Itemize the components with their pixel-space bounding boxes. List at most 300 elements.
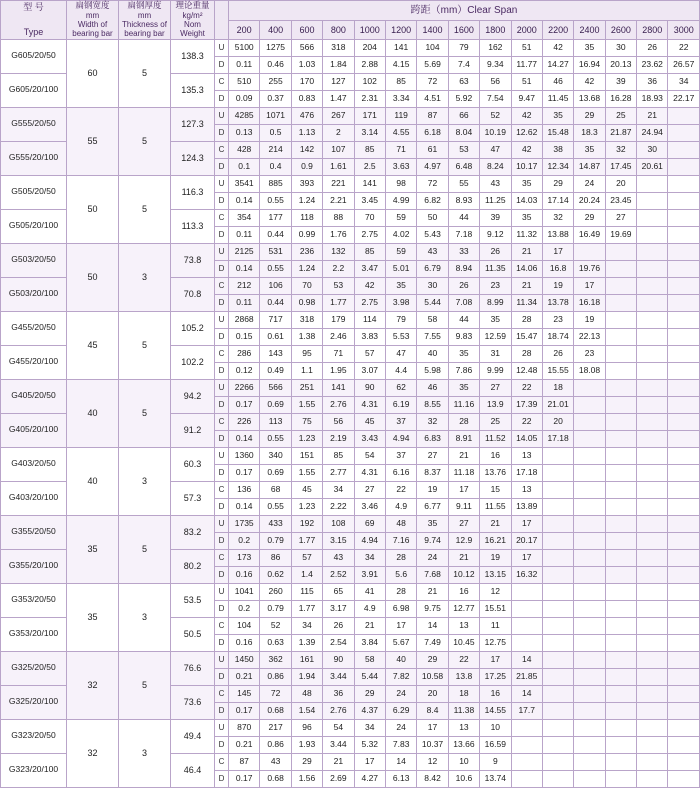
cell-bar-width: 40 — [67, 447, 119, 515]
cell-value: 20.61 — [637, 158, 668, 175]
cell-value — [542, 651, 573, 668]
cell-value: 0.69 — [260, 396, 291, 413]
table-row — [1, 583, 700, 600]
cell-value: 2.5 — [354, 158, 385, 175]
cell-model: G403/20/50 — [1, 447, 67, 481]
cell-bar-width: 60 — [67, 39, 119, 107]
cell-value: 102 — [354, 73, 385, 90]
cell-value — [605, 600, 636, 617]
cell-model: G353/20/50 — [1, 583, 67, 617]
cell-value: 251 — [291, 379, 322, 396]
cell-value: 42 — [574, 73, 605, 90]
cell-value: 15.48 — [542, 124, 573, 141]
cell-value: 9 — [480, 753, 511, 770]
cell-value: 23.45 — [605, 192, 636, 209]
cell-value: 23 — [480, 277, 511, 294]
cell-value: 104 — [229, 617, 260, 634]
cell-value: 22 — [511, 413, 542, 430]
cell-load-code: D — [215, 702, 229, 719]
cell-value: 1.24 — [291, 260, 322, 277]
cell-value: 31 — [480, 345, 511, 362]
cell-value — [605, 753, 636, 770]
cell-value: 4.9 — [354, 600, 385, 617]
cell-value: 3.17 — [323, 600, 354, 617]
cell-value — [574, 736, 605, 753]
cell-value: 2.75 — [354, 226, 385, 243]
cell-load-code: D — [215, 668, 229, 685]
cell-value: 24 — [385, 719, 416, 736]
cell-value: 7.55 — [417, 328, 448, 345]
cell-nom-weight: 73.6 — [171, 685, 215, 719]
cell-value: 16.32 — [511, 566, 542, 583]
cell-value — [668, 583, 700, 600]
cell-value: 1.13 — [291, 124, 322, 141]
cell-model: G455/20/50 — [1, 311, 67, 345]
cell-value: 42 — [511, 107, 542, 124]
cell-value: 17 — [542, 243, 573, 260]
cell-value: 54 — [323, 719, 354, 736]
cell-value: 43 — [260, 753, 291, 770]
cell-value — [668, 345, 700, 362]
cell-value: 13 — [511, 447, 542, 464]
cell-load-code: D — [215, 634, 229, 651]
cell-value — [668, 668, 700, 685]
cell-value — [605, 430, 636, 447]
cell-value — [542, 634, 573, 651]
cell-value — [574, 243, 605, 260]
cell-value: 63 — [448, 73, 479, 90]
cell-value: 340 — [260, 447, 291, 464]
cell-value: 10 — [448, 753, 479, 770]
cell-value: 22 — [448, 651, 479, 668]
cell-value: 2.54 — [323, 634, 354, 651]
cell-value: 9.75 — [417, 600, 448, 617]
cell-value: 4.51 — [417, 90, 448, 107]
cell-value: 1.61 — [323, 158, 354, 175]
cell-value: 14.06 — [511, 260, 542, 277]
cell-value: 885 — [260, 175, 291, 192]
cell-value: 141 — [385, 39, 416, 56]
cell-value: 70 — [354, 209, 385, 226]
cell-value: 17.25 — [480, 668, 511, 685]
cell-value: 212 — [229, 277, 260, 294]
cell-value: 30 — [637, 141, 668, 158]
cell-value: 113 — [260, 413, 291, 430]
cell-value: 21 — [448, 447, 479, 464]
cell-value: 2.75 — [354, 294, 385, 311]
cell-value: 17 — [574, 277, 605, 294]
cell-value: 90 — [354, 379, 385, 396]
cell-value: 8.93 — [448, 192, 479, 209]
cell-value: 0.11 — [229, 56, 260, 73]
cell-value: 12.9 — [448, 532, 479, 549]
cell-value — [668, 481, 700, 498]
cell-value — [605, 719, 636, 736]
cell-value: 1041 — [229, 583, 260, 600]
cell-value: 14.55 — [480, 702, 511, 719]
cell-value: 95 — [291, 345, 322, 362]
cell-value: 1.77 — [291, 532, 322, 549]
cell-value: 11.35 — [480, 260, 511, 277]
cell-value: 35 — [417, 515, 448, 532]
cell-value: 20.17 — [511, 532, 542, 549]
cell-value: 26 — [637, 39, 668, 56]
cell-load-code: C — [215, 549, 229, 566]
cell-value — [574, 719, 605, 736]
span-tick-800: 800 — [323, 21, 354, 39]
cell-value — [668, 175, 700, 192]
cell-value — [668, 753, 700, 770]
cell-value: 8.37 — [417, 464, 448, 481]
cell-value: 0.86 — [260, 668, 291, 685]
cell-value: 61 — [417, 141, 448, 158]
cell-value: 4.37 — [354, 702, 385, 719]
cell-value: 17 — [448, 481, 479, 498]
cell-load-code: D — [215, 124, 229, 141]
cell-bar-width: 50 — [67, 243, 119, 311]
cell-value: 9.83 — [448, 328, 479, 345]
cell-value: 318 — [323, 39, 354, 56]
cell-load-code: D — [215, 498, 229, 515]
cell-value: 2.77 — [323, 464, 354, 481]
cell-value: 4.94 — [354, 532, 385, 549]
cell-value — [574, 566, 605, 583]
cell-value: 19.76 — [574, 260, 605, 277]
span-tick-1800: 1800 — [480, 21, 511, 39]
cell-value: 41 — [354, 583, 385, 600]
cell-value — [574, 685, 605, 702]
cell-value: 16 — [448, 583, 479, 600]
cell-value: 22 — [668, 39, 700, 56]
cell-value — [637, 770, 668, 787]
cell-value: 45 — [291, 481, 322, 498]
cell-value: 2.31 — [354, 90, 385, 107]
cell-value: 58 — [417, 311, 448, 328]
cell-value: 20 — [605, 175, 636, 192]
cell-load-code: C — [215, 413, 229, 430]
cell-value: 36 — [637, 73, 668, 90]
cell-value — [605, 566, 636, 583]
cell-value: 35 — [448, 379, 479, 396]
cell-value: 6.13 — [385, 770, 416, 787]
cell-value: 7.49 — [417, 634, 448, 651]
cell-value — [637, 413, 668, 430]
cell-value — [637, 396, 668, 413]
header-bar-thickness — [119, 1, 171, 40]
cell-value — [637, 617, 668, 634]
cell-value: 2125 — [229, 243, 260, 260]
header-bar-width-cn: 扁钢宽度 — [75, 0, 110, 10]
cell-value — [542, 719, 573, 736]
cell-value — [542, 668, 573, 685]
cell-nom-weight: 70.8 — [171, 277, 215, 311]
cell-value: 47 — [385, 345, 416, 362]
cell-value: 15 — [480, 481, 511, 498]
cell-value — [605, 532, 636, 549]
cell-value: 0.14 — [229, 498, 260, 515]
cell-value: 23.62 — [637, 56, 668, 73]
cell-model: G605/20/100 — [1, 73, 67, 107]
cell-value: 1.77 — [291, 600, 322, 617]
header-bar-width-unit: mm — [85, 10, 100, 20]
span-tick-2200: 2200 — [542, 21, 573, 39]
cell-value: 7.08 — [448, 294, 479, 311]
cell-value — [668, 447, 700, 464]
cell-value: 0.21 — [229, 668, 260, 685]
cell-value: 7.16 — [385, 532, 416, 549]
cell-value: 51 — [511, 73, 542, 90]
cell-value: 16.8 — [542, 260, 573, 277]
cell-value: 13.8 — [448, 668, 479, 685]
cell-value — [668, 736, 700, 753]
cell-value — [668, 192, 700, 209]
cell-value — [605, 413, 636, 430]
cell-value: 12.75 — [480, 634, 511, 651]
cell-value: 13.68 — [574, 90, 605, 107]
cell-value: 4.15 — [385, 56, 416, 73]
cell-value — [605, 277, 636, 294]
cell-load-code: C — [215, 753, 229, 770]
cell-model: G503/20/100 — [1, 277, 67, 311]
cell-value: 17 — [417, 719, 448, 736]
cell-value: 26 — [323, 617, 354, 634]
cell-value: 21 — [323, 753, 354, 770]
cell-value: 35 — [574, 141, 605, 158]
cell-value: 14.27 — [542, 56, 573, 73]
cell-value: 104 — [417, 39, 448, 56]
cell-value: 16.49 — [574, 226, 605, 243]
cell-load-code: D — [215, 226, 229, 243]
cell-value: 3.44 — [323, 736, 354, 753]
cell-value: 318 — [291, 311, 322, 328]
cell-value: 5.44 — [354, 668, 385, 685]
cell-value: 29 — [417, 651, 448, 668]
cell-value — [542, 566, 573, 583]
cell-value: 5.92 — [448, 90, 479, 107]
cell-model: G323/20/50 — [1, 719, 67, 753]
cell-value: 3.47 — [354, 260, 385, 277]
cell-nom-weight: 53.5 — [171, 583, 215, 617]
cell-value: 34 — [354, 719, 385, 736]
cell-value: 0.11 — [229, 226, 260, 243]
cell-value: 17 — [385, 617, 416, 634]
cell-nom-weight: 138.3 — [171, 39, 215, 73]
cell-value — [605, 498, 636, 515]
cell-value: 0.17 — [229, 464, 260, 481]
cell-value: 33 — [448, 243, 479, 260]
cell-value: 127 — [323, 73, 354, 90]
cell-value: 0.86 — [260, 736, 291, 753]
cell-value: 226 — [229, 413, 260, 430]
cell-load-code: U — [215, 243, 229, 260]
cell-value — [605, 685, 636, 702]
cell-value — [668, 464, 700, 481]
cell-value: 1.56 — [291, 770, 322, 787]
header-nom-weight-unit: kg/m² — [182, 10, 203, 20]
cell-value: 28 — [511, 311, 542, 328]
cell-value: 0.14 — [229, 430, 260, 447]
cell-value: 8.4 — [417, 702, 448, 719]
cell-model: G555/20/50 — [1, 107, 67, 141]
cell-value: 16.59 — [480, 736, 511, 753]
cell-value: 35 — [385, 277, 416, 294]
cell-bar-width: 35 — [67, 583, 119, 651]
cell-value — [668, 617, 700, 634]
cell-value: 85 — [354, 243, 385, 260]
cell-value: 0.12 — [229, 362, 260, 379]
cell-value — [668, 651, 700, 668]
header-clear-span: 跨距（mm）Clear Span — [229, 1, 700, 21]
cell-value: 5.53 — [385, 328, 416, 345]
cell-value — [511, 753, 542, 770]
cell-value: 21.87 — [605, 124, 636, 141]
cell-load-code: U — [215, 39, 229, 56]
cell-value: 96 — [291, 719, 322, 736]
cell-value: 35 — [542, 107, 573, 124]
cell-value: 19 — [574, 311, 605, 328]
cell-value — [637, 464, 668, 481]
cell-value — [637, 430, 668, 447]
cell-value: 45 — [354, 413, 385, 430]
cell-value: 68 — [260, 481, 291, 498]
cell-value: 21 — [637, 107, 668, 124]
header-bar-thickness-unit: mm — [137, 10, 152, 20]
span-tick-2800: 2800 — [637, 21, 668, 39]
cell-value — [511, 736, 542, 753]
header-bar-width — [67, 1, 119, 40]
cell-value: 286 — [229, 345, 260, 362]
cell-value: 19.69 — [605, 226, 636, 243]
span-tick-200: 200 — [229, 21, 260, 39]
cell-nom-weight: 50.5 — [171, 617, 215, 651]
cell-value — [605, 447, 636, 464]
cell-value — [542, 685, 573, 702]
table-row — [1, 447, 700, 464]
cell-value: 143 — [260, 345, 291, 362]
cell-value: 86 — [260, 549, 291, 566]
cell-value — [574, 651, 605, 668]
cell-value: 29 — [542, 175, 573, 192]
cell-value: 0.13 — [229, 124, 260, 141]
cell-value — [542, 736, 573, 753]
cell-load-code: U — [215, 583, 229, 600]
span-tick-2600: 2600 — [605, 21, 636, 39]
cell-value: 13 — [511, 481, 542, 498]
cell-value: 1735 — [229, 515, 260, 532]
cell-value: 1.55 — [291, 464, 322, 481]
cell-load-code: C — [215, 345, 229, 362]
cell-value: 132 — [323, 243, 354, 260]
cell-value: 13 — [448, 719, 479, 736]
header-nom-weight-cn: 理论重量 — [175, 0, 210, 10]
cell-value: 22.17 — [668, 90, 700, 107]
cell-value: 18.74 — [542, 328, 573, 345]
header-bar-thickness-en: Thickness of bearing bar — [122, 19, 167, 38]
cell-value — [574, 464, 605, 481]
cell-value — [605, 311, 636, 328]
cell-value — [511, 770, 542, 787]
cell-value — [605, 379, 636, 396]
cell-value: 0.09 — [229, 90, 260, 107]
cell-value: 29 — [354, 685, 385, 702]
cell-value: 717 — [260, 311, 291, 328]
cell-value: 0.21 — [229, 736, 260, 753]
cell-value: 19 — [542, 277, 573, 294]
cell-value — [511, 583, 542, 600]
cell-bar-thickness: 3 — [119, 447, 171, 515]
cell-bar-thickness: 5 — [119, 39, 171, 107]
cell-nom-weight: 76.6 — [171, 651, 215, 685]
cell-value: 13.88 — [542, 226, 573, 243]
cell-value — [542, 583, 573, 600]
cell-value — [668, 770, 700, 787]
cell-value: 6.79 — [417, 260, 448, 277]
cell-load-code: C — [215, 685, 229, 702]
cell-value: 16 — [480, 447, 511, 464]
cell-value: 7.68 — [417, 566, 448, 583]
cell-bar-thickness: 3 — [119, 583, 171, 651]
cell-value: 236 — [291, 243, 322, 260]
cell-value: 21 — [511, 277, 542, 294]
cell-value: 37 — [385, 447, 416, 464]
cell-nom-weight: 49.4 — [171, 719, 215, 753]
cell-value: 11.34 — [511, 294, 542, 311]
cell-value: 0.99 — [291, 226, 322, 243]
cell-value: 2.88 — [354, 56, 385, 73]
cell-value: 16.18 — [574, 294, 605, 311]
cell-value: 20 — [417, 685, 448, 702]
cell-value: 58 — [354, 651, 385, 668]
cell-value: 14.87 — [574, 158, 605, 175]
cell-value: 1071 — [260, 107, 291, 124]
cell-value: 29 — [574, 107, 605, 124]
cell-value: 46 — [542, 73, 573, 90]
cell-value: 17 — [354, 753, 385, 770]
cell-value: 204 — [354, 39, 385, 56]
cell-value: 54 — [354, 447, 385, 464]
cell-value: 7.83 — [385, 736, 416, 753]
cell-value: 8.91 — [448, 430, 479, 447]
cell-value: 27 — [417, 447, 448, 464]
cell-value: 0.1 — [229, 158, 260, 175]
cell-value: 32 — [417, 413, 448, 430]
cell-value: 30 — [417, 277, 448, 294]
cell-value: 10.19 — [480, 124, 511, 141]
cell-value: 214 — [260, 141, 291, 158]
cell-value: 44 — [448, 311, 479, 328]
cell-value: 13.78 — [542, 294, 573, 311]
cell-value: 0.2 — [229, 532, 260, 549]
cell-value: 85 — [385, 73, 416, 90]
cell-value: 4.55 — [385, 124, 416, 141]
cell-value — [542, 770, 573, 787]
cell-value: 24 — [574, 175, 605, 192]
cell-value: 10.12 — [448, 566, 479, 583]
cell-model: G455/20/100 — [1, 345, 67, 379]
cell-value — [605, 634, 636, 651]
cell-value: 1.95 — [323, 362, 354, 379]
cell-value — [542, 702, 573, 719]
cell-value — [605, 549, 636, 566]
cell-load-code: D — [215, 464, 229, 481]
cell-load-code: C — [215, 617, 229, 634]
cell-nom-weight: 80.2 — [171, 549, 215, 583]
cell-value: 46 — [417, 379, 448, 396]
cell-value — [637, 243, 668, 260]
header-nom-weight — [171, 1, 215, 40]
cell-value: 18 — [448, 685, 479, 702]
cell-value: 161 — [291, 651, 322, 668]
